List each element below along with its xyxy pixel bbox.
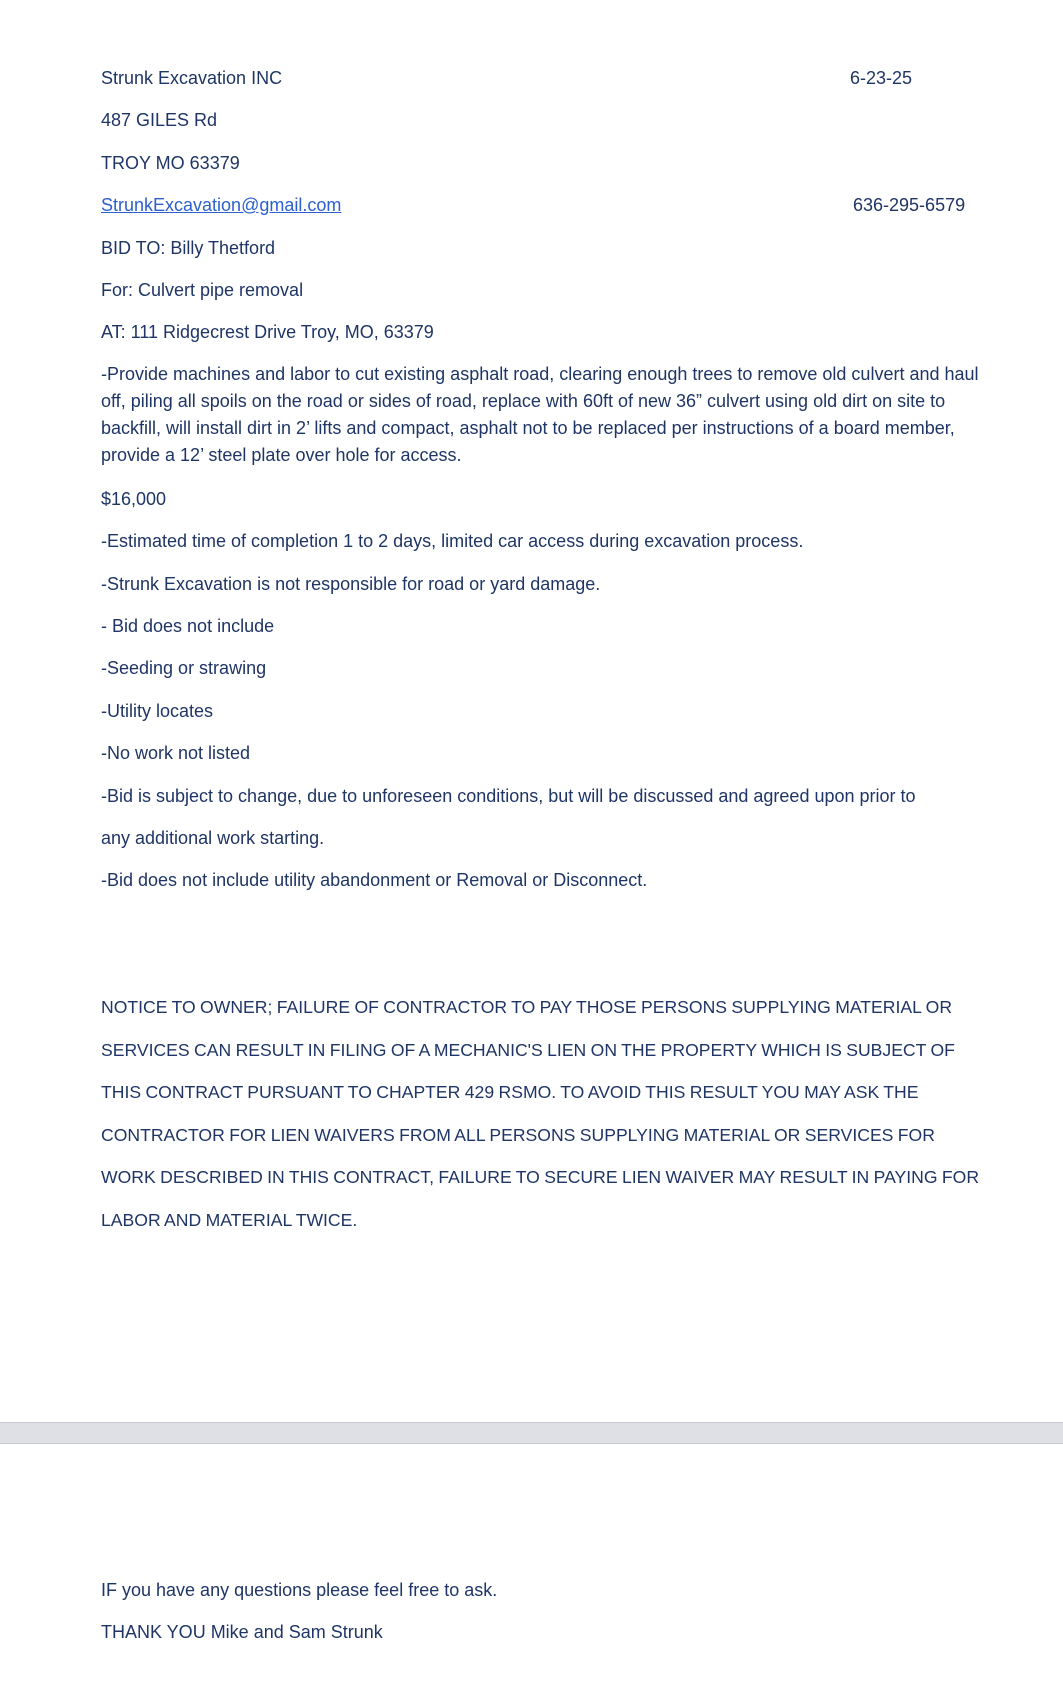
bid-price: $16,000 (101, 489, 167, 509)
term-subject-to-change: -Bid is subject to change, due to unforeseen conditions, but will be discussed and agreed upon prior to (101, 786, 916, 806)
term-utility-locates: -Utility locates (101, 701, 214, 721)
address-line-2: TROY MO 63379 (101, 153, 240, 173)
notice-to-owner: NOTICE TO OWNER; FAILURE OF CONTRACTOR TO PAY THOSE PERSONS SUPPLYING MATERIAL OR SERVICES CAN RESULT IN FILING OF A MECHANIC'S LIEN ON THE PROPERTY WHICH IS SUBJECT OF THIS CONTRACT PURSUANT TO CHAPTER 429 RSMO. TO AVOID THIS RESULT YOU MAY ASK THE CONTRACTOR FOR LIEN WAIVERS FROM ALL PERSONS SUPPLYING MATERIAL OR SERVICES FOR WORK DESCRIBED IN THIS CONTRACT, FAILURE TO SECURE LIEN WAIVER MAY RESULT IN PAYING FOR LABOR AND MATERIAL TWICE. (101, 997, 980, 1230)
term-subject-to-change-cont: any additional work starting. (101, 828, 325, 848)
company-name: Strunk Excavation INC (101, 68, 283, 88)
bid-for: For: Culvert pipe removal (101, 280, 304, 300)
bid-to: BID TO: Billy Thetford (101, 238, 276, 258)
page-break (0, 1422, 1063, 1444)
term-bid-excludes: - Bid does not include (101, 616, 275, 636)
closing-thanks: THANK YOU Mike and Sam Strunk (101, 1622, 383, 1642)
term-seeding: -Seeding or strawing (101, 658, 267, 678)
term-no-work-not-listed: -No work not listed (101, 743, 251, 763)
term-not-responsible: -Strunk Excavation is not responsible for road or yard damage. (101, 574, 601, 594)
work-description: -Provide machines and labor to cut existing asphalt road, clearing enough trees to remove old culvert and haul off, piling all spoils on the road or sides of road, replace with 60ft of new 36” culvert using old dirt on site to backfill, will install dirt in 2’ lifts and compact, asphalt not to be replaced per instructions of a board member, provide a 12’ steel plate over hole for access. (101, 364, 979, 465)
address-line-1: 487 GILES Rd (101, 110, 218, 130)
bid-date: 6-23-25 (850, 68, 913, 88)
term-utility-abandonment: -Bid does not include utility abandonment or Removal or Disconnect. (101, 870, 648, 890)
phone-number: 636-295-6579 (853, 195, 966, 215)
email-link[interactable]: StrunkExcavation@gmail.com (101, 195, 342, 215)
bid-location: AT: 111 Ridgecrest Drive Troy, MO, 63379 (101, 322, 434, 342)
term-completion-time: -Estimated time of completion 1 to 2 days, limited car access during excavation process. (101, 531, 804, 551)
closing-questions: IF you have any questions please feel free to ask. (101, 1580, 498, 1600)
